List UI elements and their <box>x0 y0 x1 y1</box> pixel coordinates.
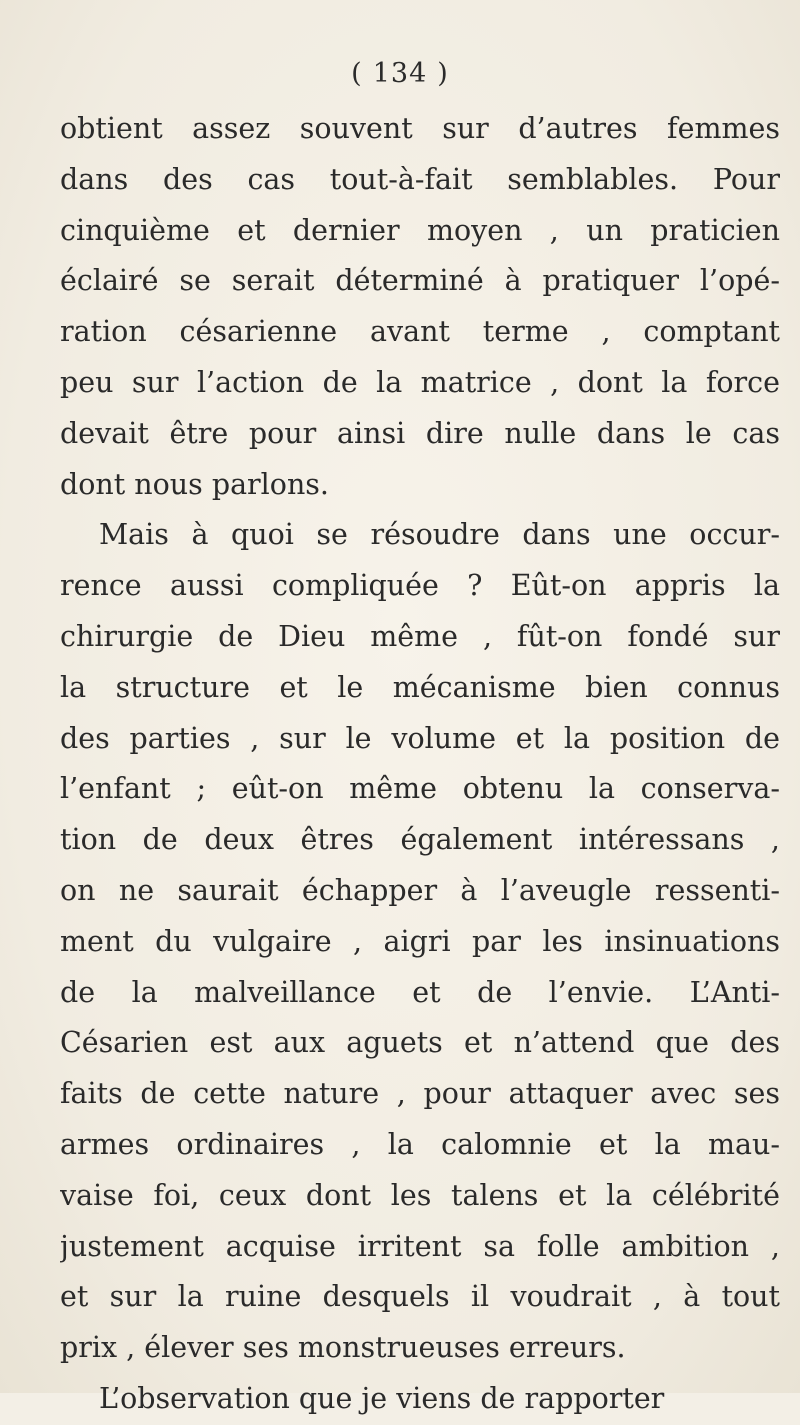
text-line: éclairé se serait déterminé à pratiquer l’opé- <box>60 264 780 298</box>
text-line: devait être pour ainsi dire nulle dans le cas <box>60 416 780 450</box>
text-line: prix , élever ses monstrueuses erreurs. <box>60 1331 626 1365</box>
page-header <box>0 58 800 89</box>
text-line: de la malveillance et de l’envie. L’Anti- <box>60 975 780 1009</box>
text-line: chirurgie de Dieu même , fût-on fondé sur <box>60 619 780 653</box>
text-line: et sur la ruine desquels il voudrait , à tout <box>60 1280 780 1314</box>
text-line: Mais à quoi se résoudre dans une occur- <box>99 518 780 552</box>
page-number: 134 <box>372 58 428 89</box>
text-line: dont nous parlons. <box>60 467 329 501</box>
text-line: l’enfant ; eût-on même obtenu la conserva- <box>60 772 780 806</box>
text-line: ration césarienne avant terme , comptant <box>60 315 780 349</box>
text-line: ment du vulgaire , aigri par les insinuations <box>60 924 780 958</box>
text-line: cinquième et dernier moyen , un praticien <box>60 213 780 247</box>
text-line: vaise foi, ceux dont les talens et la célébrité <box>60 1178 780 1212</box>
close-paren: ) <box>437 58 449 89</box>
text-line: tion de deux êtres également intéressans , <box>60 823 780 857</box>
text-line: peu sur l’action de la matrice , dont la force <box>60 365 780 399</box>
open-paren: ( <box>351 58 363 89</box>
text-line: obtient assez souvent sur d’autres femmes <box>60 112 780 145</box>
text-line: armes ordinaires , la calomnie et la mau- <box>60 1127 780 1161</box>
text-line: des parties , sur le volume et la position de <box>60 721 780 755</box>
text-line: la structure et le mécanisme bien connus <box>60 670 780 704</box>
text-line: faits de cette nature , pour attaquer avec ses <box>60 1077 780 1111</box>
text-line: dans des cas tout-à-fait semblables. Pour <box>60 162 780 196</box>
text-line: rence aussi compliquée ? Eût-on appris la <box>60 569 780 603</box>
text-line: L’observation que je viens de rapporter <box>99 1381 665 1415</box>
text-line: on ne saurait échapper à l’aveugle ressenti- <box>60 873 780 907</box>
text-line: justement acquise irritent sa folle ambition , <box>60 1229 780 1263</box>
page-body-text <box>60 104 780 1425</box>
text-line: Césarien est aux aguets et n’attend que des <box>60 1026 780 1060</box>
